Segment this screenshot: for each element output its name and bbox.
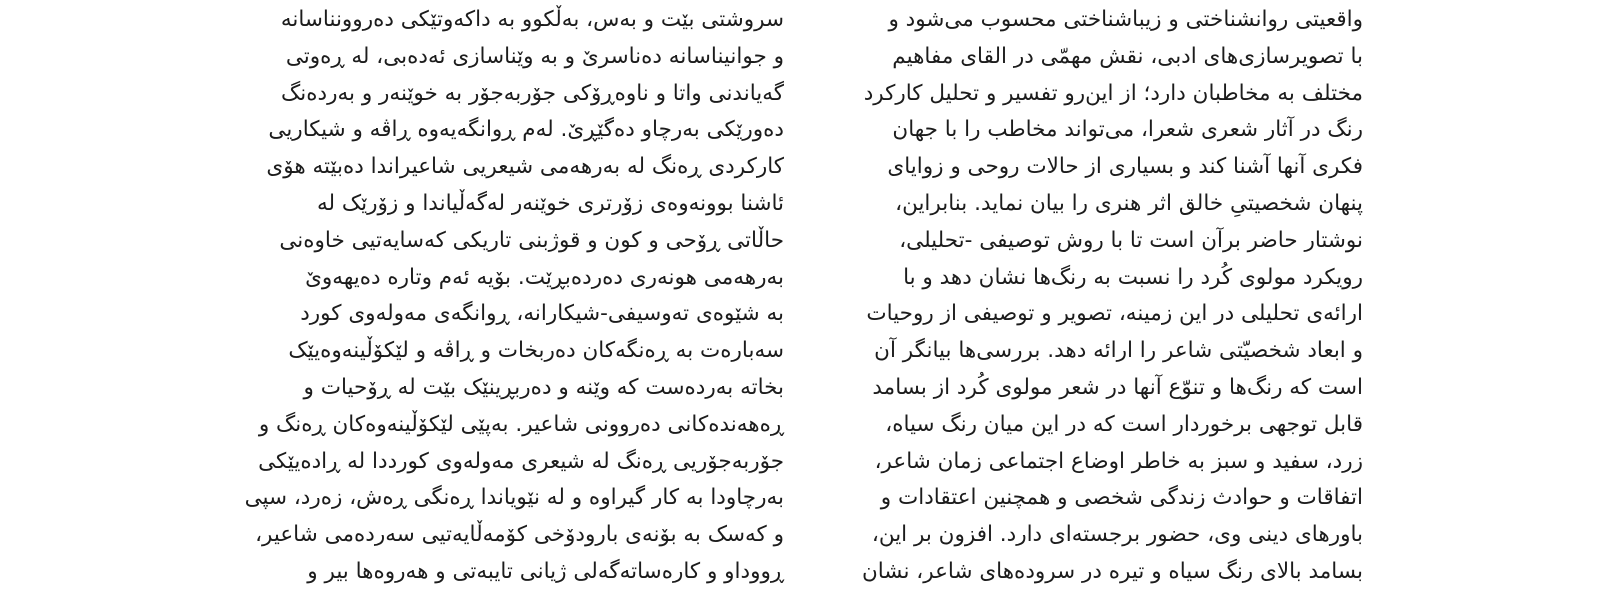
text-line: دەورێکی بەرچاو دەگێڕێ. لەم ڕوانگەیەوە ڕاڤە و شیکاریی bbox=[268, 117, 784, 143]
text-line: و ابعاد شخصیّتی شاعر را ارائه دهد. بررسی‌ها بیانگر آن bbox=[874, 338, 1363, 364]
persian-text-column bbox=[797, 2, 1363, 591]
text-line: گەیاندنی واتا و ناوەڕۆکی جۆربەجۆر بە خوێنەر و بەردەنگ bbox=[281, 80, 784, 106]
text-line: واقعیتی روانشناختی و زیباشناختی محسوب می‌شود و bbox=[888, 7, 1363, 32]
text-line: ڕووداو و کارەساتەگەلی ژیانی تایبەتی و هەروەها بیر و bbox=[307, 558, 784, 584]
text-line: ڕەهەندەکانی دەروونی شاعیر. بەپێی لێکۆڵینەوەکان ڕەنگ و bbox=[258, 411, 784, 437]
text-line: ارائه‌ی تحلیلی در این زمینه، تصویر و توصیفی از روحیات bbox=[866, 301, 1363, 327]
text-line: است که رنگ‌ها و تنوّع آنها در شعر مولوی کُرد از بسامد bbox=[872, 374, 1363, 400]
text-line: کارکردی ڕەنگ لە بەرهەمی شیعریی شاعیراندا دەبێتە هۆی bbox=[266, 154, 784, 180]
text-line: مختلف به مخاطبان دارد؛ از این‌رو تفسیر و تحلیل کارکرد bbox=[863, 80, 1363, 106]
text-line: بەرچاودا بە کار گیراوە و لە نێویاندا ڕەنگی ڕەش، زەرد، سپی bbox=[244, 485, 784, 511]
text-line: پنهان شخصیتیِ خالق اثر هنری را بیان نماید. بنابراین، bbox=[895, 190, 1363, 216]
text-line: سروشتی بێت و بەس، بەڵکوو بە داکەوتێکی دەروونناسانە bbox=[280, 7, 784, 32]
text-line: باورهای دینی وی، حضور برجسته‌ای دارد. افزون بر این، bbox=[871, 522, 1363, 548]
text-line: اتفاقات و حوادث زندگی شخصی و همچنین اعتقادات و bbox=[880, 485, 1363, 511]
text-line: حاڵاتی ڕۆحی و کون و قوژبنی تاریکی کەسایەتیی خاوەنی bbox=[279, 227, 784, 253]
text-line: بخاتە بەردەست کە وێنە و دەربڕینێک بێت لە ڕۆحیات و bbox=[303, 374, 784, 400]
text-line: و جوانیناسانە دەناسرێ و بە وێناسازی ئەدەبی، لە ڕەوتی bbox=[285, 43, 784, 69]
text-line: زرد، سفید و سبز به خاطر اوضاع اجتماعی زمان شاعر، bbox=[874, 448, 1363, 474]
text-line: بە شێوەی تەوسیفی-شیکارانە، ڕوانگەی مەولەوی کورد bbox=[300, 301, 784, 327]
text-line: بسامد بالای رنگ سیاه و تیره در سروده‌های شاعر، نشان bbox=[861, 558, 1363, 584]
text-line: ئاشنا بوونەوەی زۆرتری خوێنەر لەگەڵیاندا و زۆرێک لە bbox=[317, 190, 784, 216]
text-line: بەرهەمی هونەری دەردەبڕێت. بۆیە ئەم وتارە دەیهەوێ bbox=[305, 264, 784, 290]
text-line: قابل توجهی برخوردار است که در این میان رنگ سیاه، bbox=[885, 411, 1363, 437]
text-line: و کەسک بە بۆنەی بارودۆخی کۆمەڵایەتیی سەردەمی شاعیر، bbox=[255, 522, 784, 548]
text-line: جۆربەجۆریی ڕەنگ لە شیعری مەولەوی کورددا لە ڕادەیێکی bbox=[258, 448, 784, 474]
text-line: سەبارەت بە ڕەنگەکان دەربخات و ڕاڤە و لێکۆڵینەوەیێک bbox=[288, 338, 784, 364]
text-line: رنگ در آثار شعری شعرا، می‌تواند مخاطب را با جهان bbox=[892, 117, 1363, 143]
text-line: فکری آنها آشنا کند و بسیاری از حالات روحی و زوایای bbox=[887, 154, 1363, 180]
text-line: رویکرد مولوی کُرد را نسبت به رنگ‌ها نشان دهد و با bbox=[903, 264, 1363, 290]
text-line: با تصویرسازی‌های ادبی، نقش مهمّی در القای مفاهیم bbox=[892, 43, 1363, 69]
text-line: نوشتار حاضر برآن است تا با روش توصیفی -تحلیلی، bbox=[899, 227, 1363, 253]
